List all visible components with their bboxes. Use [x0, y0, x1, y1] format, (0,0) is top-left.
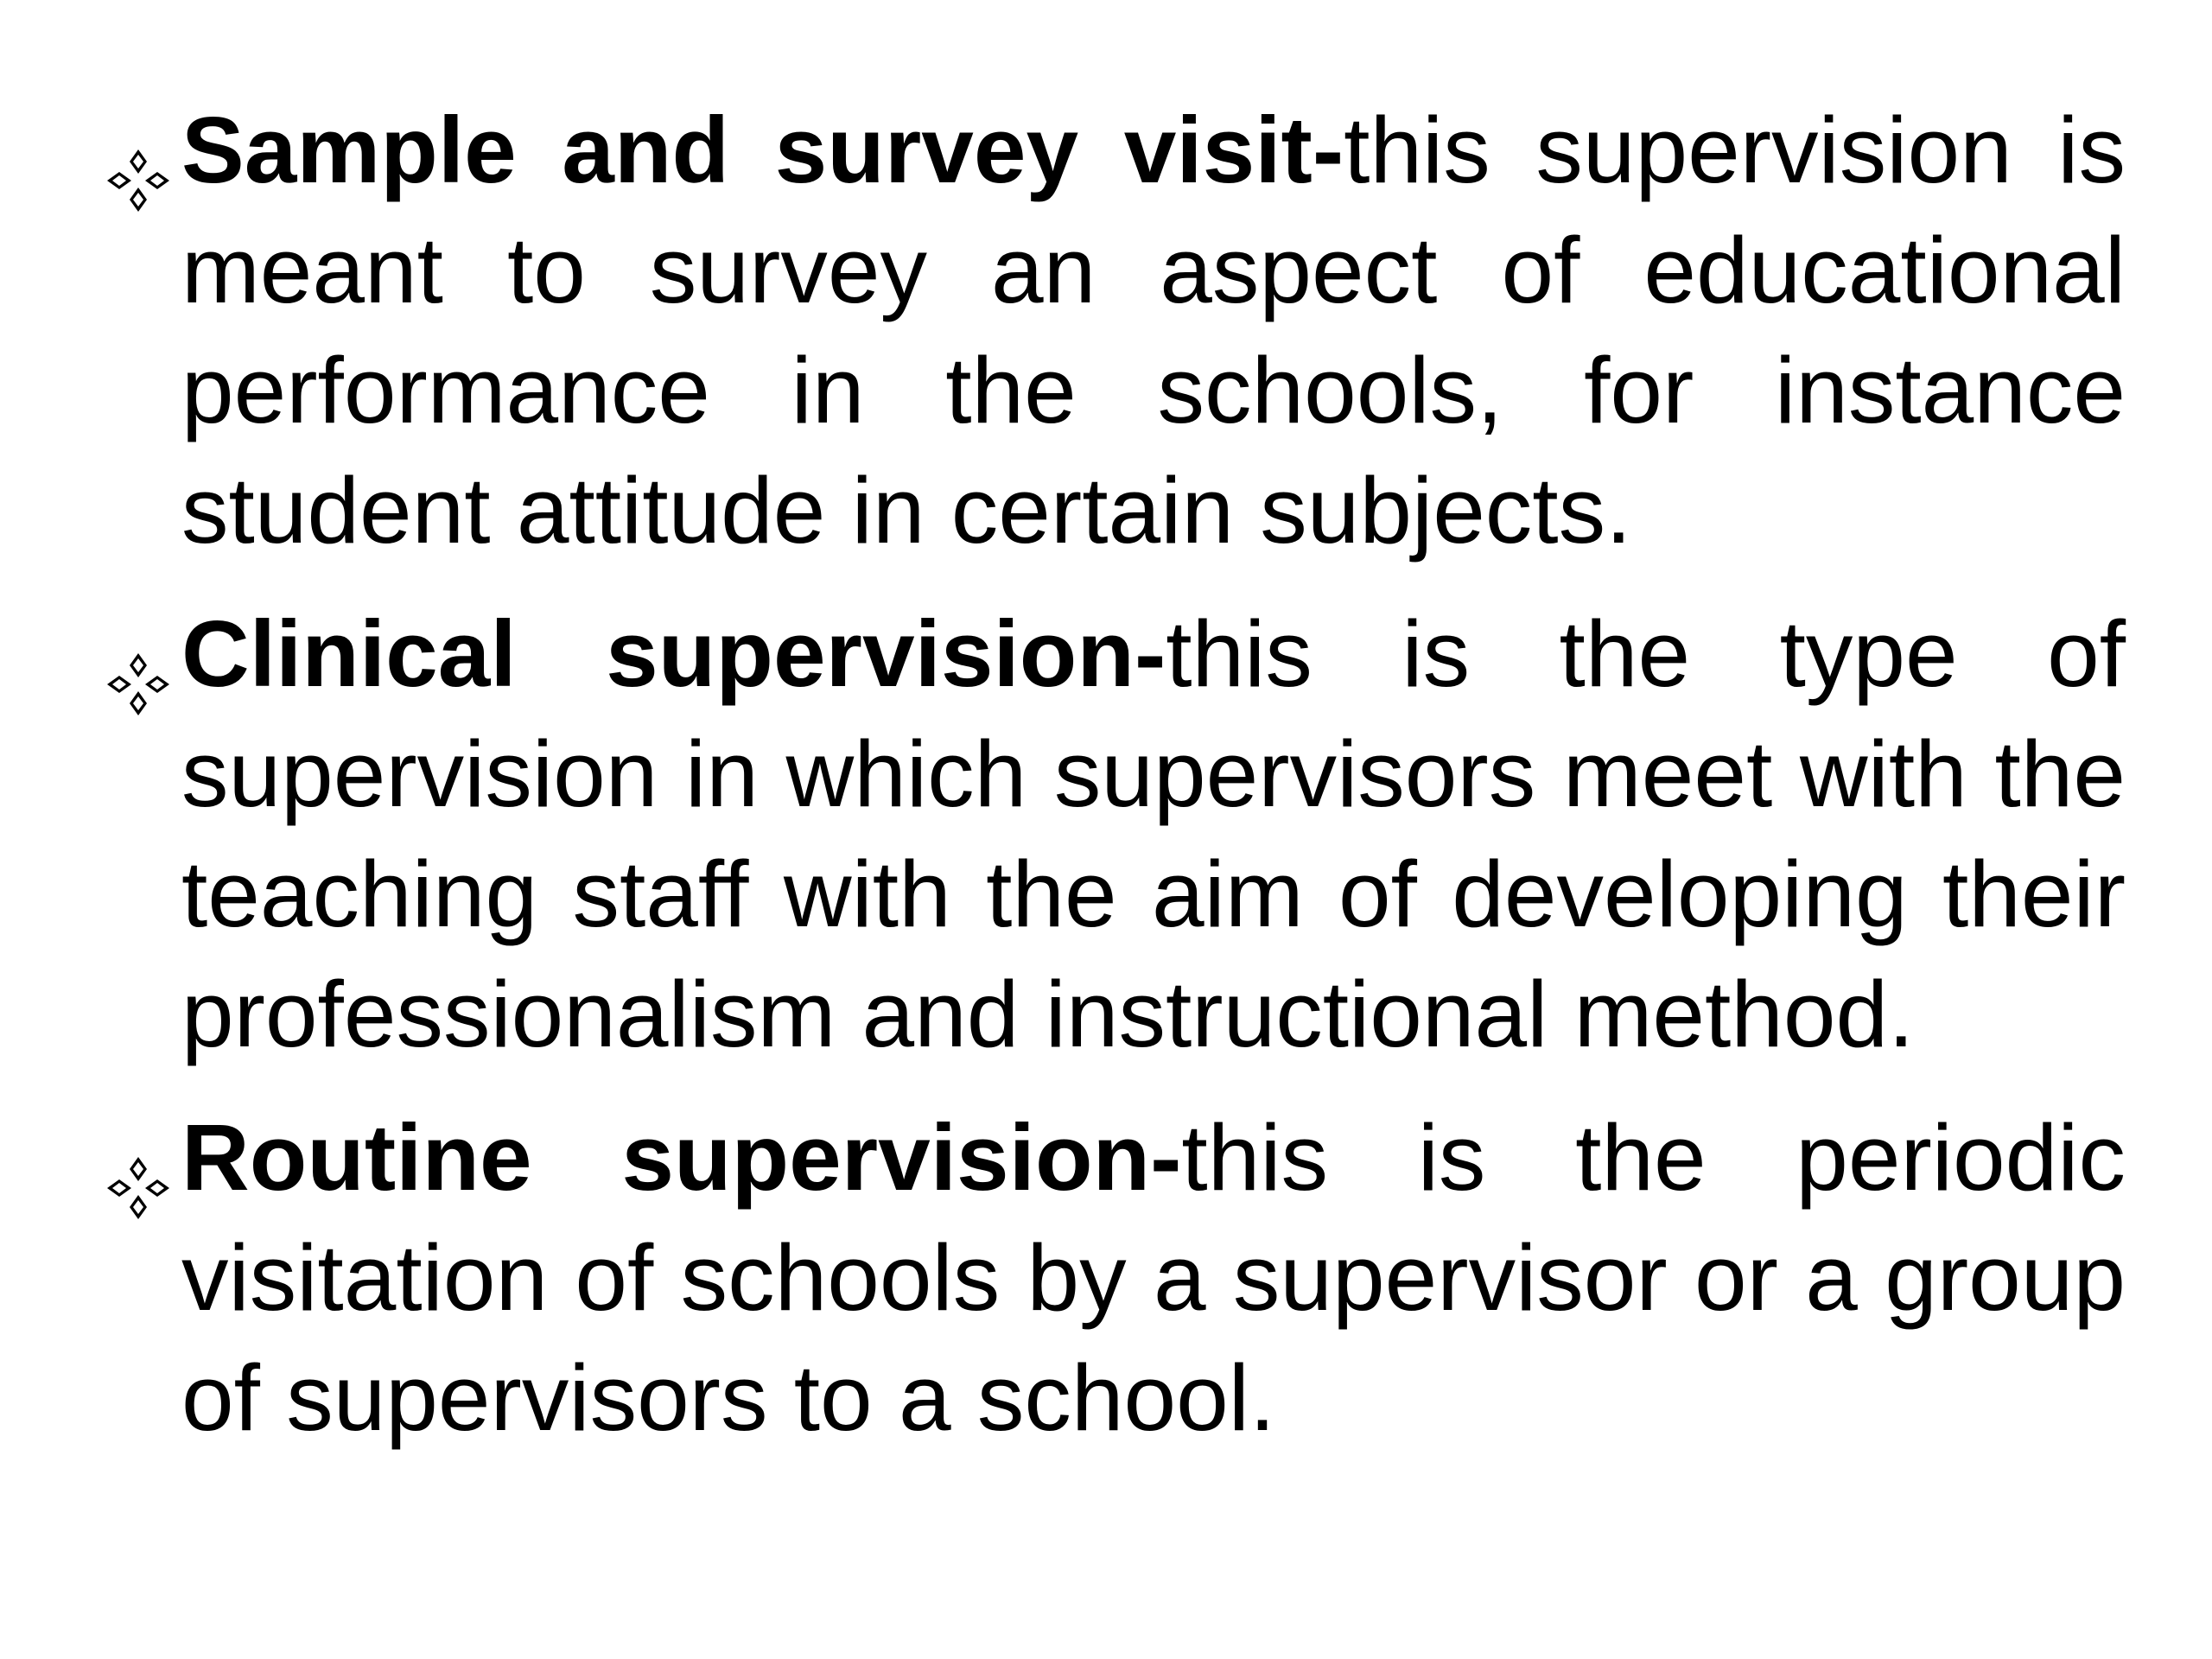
bullet-item-routine-supervision: [104, 1098, 2126, 1459]
bullet-list: [104, 91, 2126, 1459]
four-diamond-bullet-icon: [104, 627, 173, 696]
term-description: this supervision is meant to survey an aspect of educational performance in the schools, for instance student attitude in certain subjects.: [181, 98, 2126, 563]
four-diamond-bullet-icon: [104, 1131, 173, 1200]
term-label: Routine supervision-: [181, 1105, 1182, 1211]
term-description: this is the periodic visitation of schools by a supervisor or a group of supervisors to a school.: [181, 1105, 2126, 1451]
bullet-item-sample-survey-visit: [104, 91, 2126, 571]
term-label: Clinical supervision-: [181, 601, 1166, 707]
term-description: this is the type of supervision in which supervisors meet with the teaching staff with the aim of developing their professionalism and instructional method.: [181, 601, 2126, 1067]
term-label: Sample and survey visit-: [181, 98, 1344, 203]
four-diamond-bullet-icon: [104, 124, 173, 193]
bullet-item-clinical-supervision: [104, 594, 2126, 1075]
